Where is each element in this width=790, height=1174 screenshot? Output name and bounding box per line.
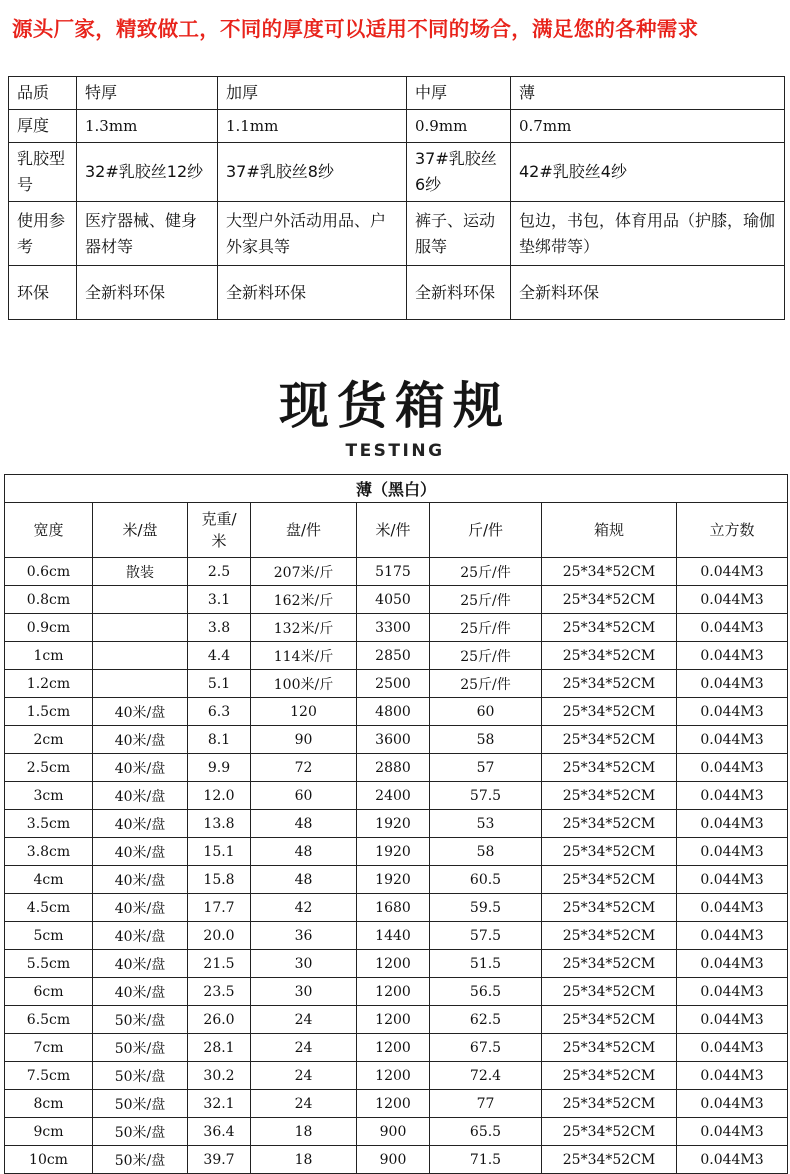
stock-column-header: 立方数: [677, 503, 788, 558]
table-cell: 50米/盘: [93, 1034, 188, 1062]
table-cell: 1680: [357, 894, 430, 922]
table-cell: 2880: [357, 754, 430, 782]
table-cell: 1200: [357, 1034, 430, 1062]
spec-cell: 32#乳胶丝12纱: [77, 143, 218, 202]
table-cell: 0.6cm: [5, 558, 93, 586]
table-cell: 25斤/件: [430, 558, 542, 586]
table-cell: 71.5: [430, 1146, 542, 1174]
table-cell: 26.0: [188, 1006, 251, 1034]
table-cell: 25*34*52CM: [542, 950, 677, 978]
spec-cell: 薄: [511, 77, 785, 110]
table-cell: 1.5cm: [5, 698, 93, 726]
stock-column-header: 米/件: [357, 503, 430, 558]
table-cell: 25*34*52CM: [542, 670, 677, 698]
table-cell: 17.7: [188, 894, 251, 922]
table-cell: 65.5: [430, 1118, 542, 1146]
table-row: [5, 838, 788, 866]
table-cell: 25*34*52CM: [542, 922, 677, 950]
section-subtitle: TESTING: [345, 441, 445, 461]
table-cell: 48: [251, 838, 357, 866]
table-cell: 25斤/件: [430, 586, 542, 614]
table-cell: 2400: [357, 782, 430, 810]
stock-column-header: 斤/件: [430, 503, 542, 558]
spec-cell: 全新料环保: [77, 266, 218, 320]
table-cell: 5cm: [5, 922, 93, 950]
table-cell: 40米/盘: [93, 698, 188, 726]
table-cell: 2500: [357, 670, 430, 698]
table-cell: 60.5: [430, 866, 542, 894]
spec-cell: 裤子、运动服等: [407, 202, 511, 266]
table-cell: 114米/斤: [251, 642, 357, 670]
table-cell: 25*34*52CM: [542, 1062, 677, 1090]
table-cell: 25*34*52CM: [542, 894, 677, 922]
table-cell: 0.044M3: [677, 1034, 788, 1062]
table-cell: 72: [251, 754, 357, 782]
table-cell: 0.044M3: [677, 726, 788, 754]
table-cell: 0.044M3: [677, 782, 788, 810]
table-cell: 0.044M3: [677, 810, 788, 838]
table-cell: 3.8cm: [5, 838, 93, 866]
table-cell: 4cm: [5, 866, 93, 894]
table-cell: 67.5: [430, 1034, 542, 1062]
table-cell: 57.5: [430, 782, 542, 810]
table-row: [5, 670, 788, 698]
table-cell: 0.044M3: [677, 586, 788, 614]
table-cell: 25*34*52CM: [542, 754, 677, 782]
table-cell: 25*34*52CM: [542, 1034, 677, 1062]
table-cell: 24: [251, 1090, 357, 1118]
table-cell: 0.044M3: [677, 1118, 788, 1146]
stock-column-header: 宽度: [5, 503, 93, 558]
spec-cell: 1.1mm: [218, 110, 407, 143]
spec-cell: 医疗器械、健身器材等: [77, 202, 218, 266]
table-cell: 40米/盘: [93, 754, 188, 782]
table-cell: 40米/盘: [93, 726, 188, 754]
table-row: [5, 558, 788, 586]
table-cell: 0.9cm: [5, 614, 93, 642]
table-cell: 1440: [357, 922, 430, 950]
table-row: [5, 726, 788, 754]
spec-row: [9, 266, 785, 320]
table-cell: 40米/盘: [93, 838, 188, 866]
spec-cell: 37#乳胶丝8纱: [218, 143, 407, 202]
table-cell: 4.5cm: [5, 894, 93, 922]
table-cell: 0.044M3: [677, 642, 788, 670]
table-cell: 25*34*52CM: [542, 1090, 677, 1118]
table-cell: 3600: [357, 726, 430, 754]
table-cell: 900: [357, 1118, 430, 1146]
table-cell: 0.044M3: [677, 1006, 788, 1034]
table-cell: 30.2: [188, 1062, 251, 1090]
table-row: [5, 1034, 788, 1062]
table-row: [5, 978, 788, 1006]
spec-cell: 0.9mm: [407, 110, 511, 143]
table-cell: 2850: [357, 642, 430, 670]
table-cell: 900: [357, 1146, 430, 1174]
table-cell: 0.044M3: [677, 614, 788, 642]
table-row: [5, 894, 788, 922]
table-cell: 25*34*52CM: [542, 642, 677, 670]
table-cell: 48: [251, 866, 357, 894]
table-cell: 50米/盘: [93, 1146, 188, 1174]
table-cell: 1.2cm: [5, 670, 93, 698]
table-cell: 36.4: [188, 1118, 251, 1146]
table-cell: 25斤/件: [430, 670, 542, 698]
table-cell: 24: [251, 1034, 357, 1062]
table-cell: 30: [251, 978, 357, 1006]
table-cell: 72.4: [430, 1062, 542, 1090]
table-cell: 1200: [357, 1006, 430, 1034]
spec-row: [9, 77, 785, 110]
table-cell: 24: [251, 1062, 357, 1090]
table-cell: 25斤/件: [430, 614, 542, 642]
table-cell: 1200: [357, 1090, 430, 1118]
table-cell: 0.044M3: [677, 698, 788, 726]
table-cell: 12.0: [188, 782, 251, 810]
table-row: [5, 1062, 788, 1090]
table-cell: 1200: [357, 978, 430, 1006]
spec-row-label: 使用参考: [9, 202, 77, 266]
table-cell: 散装: [93, 558, 188, 586]
table-cell: 25*34*52CM: [542, 558, 677, 586]
table-cell: 57.5: [430, 922, 542, 950]
table-cell: 8cm: [5, 1090, 93, 1118]
table-row: [5, 614, 788, 642]
table-cell: 50米/盘: [93, 1090, 188, 1118]
table-cell: 207米/斤: [251, 558, 357, 586]
table-cell: 30: [251, 950, 357, 978]
table-cell: 4800: [357, 698, 430, 726]
table-cell: 15.1: [188, 838, 251, 866]
table-row: [5, 922, 788, 950]
spec-cell: 全新料环保: [511, 266, 785, 320]
spec-cell: 大型户外活动用品、户外家具等: [218, 202, 407, 266]
table-cell: 2cm: [5, 726, 93, 754]
table-cell: 7.5cm: [5, 1062, 93, 1090]
table-cell: 25*34*52CM: [542, 782, 677, 810]
table-cell: 62.5: [430, 1006, 542, 1034]
table-cell: 25*34*52CM: [542, 838, 677, 866]
table-cell: 2.5: [188, 558, 251, 586]
table-cell: 3.1: [188, 586, 251, 614]
table-cell: 162米/斤: [251, 586, 357, 614]
spec-cell: 42#乳胶丝4纱: [511, 143, 785, 202]
section-title: 现货箱规: [279, 377, 511, 435]
table-cell: 5175: [357, 558, 430, 586]
table-cell: 0.044M3: [677, 950, 788, 978]
table-cell: 58: [430, 838, 542, 866]
spec-row-label: 品质: [9, 77, 77, 110]
table-cell: 60: [430, 698, 542, 726]
spec-cell: 1.3mm: [77, 110, 218, 143]
table-cell: [93, 614, 188, 642]
table-cell: 3.8: [188, 614, 251, 642]
table-cell: 77: [430, 1090, 542, 1118]
stock-column-header: 盘/件: [251, 503, 357, 558]
table-cell: 0.044M3: [677, 894, 788, 922]
table-cell: 40米/盘: [93, 782, 188, 810]
table-row: [5, 586, 788, 614]
table-cell: 9.9: [188, 754, 251, 782]
table-cell: 0.044M3: [677, 1062, 788, 1090]
table-cell: 0.044M3: [677, 558, 788, 586]
table-cell: 10cm: [5, 1146, 93, 1174]
table-cell: 1920: [357, 838, 430, 866]
spec-table: [8, 76, 785, 320]
table-cell: 100米/斤: [251, 670, 357, 698]
table-cell: 25*34*52CM: [542, 866, 677, 894]
table-cell: 1cm: [5, 642, 93, 670]
table-cell: 24: [251, 1006, 357, 1034]
table-cell: 13.8: [188, 810, 251, 838]
table-cell: 40米/盘: [93, 978, 188, 1006]
table-cell: 60: [251, 782, 357, 810]
table-cell: 36: [251, 922, 357, 950]
table-cell: 1200: [357, 950, 430, 978]
table-cell: 2.5cm: [5, 754, 93, 782]
table-cell: 20.0: [188, 922, 251, 950]
table-row: [5, 1090, 788, 1118]
table-row: [5, 1006, 788, 1034]
spec-cell: 包边，书包，体育用品（护膝，瑜伽垫绑带等）: [511, 202, 785, 266]
table-cell: 58: [430, 726, 542, 754]
table-cell: 9cm: [5, 1118, 93, 1146]
table-cell: 4.4: [188, 642, 251, 670]
table-cell: 40米/盘: [93, 866, 188, 894]
table-cell: 25*34*52CM: [542, 614, 677, 642]
table-cell: 50米/盘: [93, 1006, 188, 1034]
table-cell: 40米/盘: [93, 810, 188, 838]
spec-row-label: 厚度: [9, 110, 77, 143]
table-cell: 7cm: [5, 1034, 93, 1062]
table-cell: 39.7: [188, 1146, 251, 1174]
table-cell: 48: [251, 810, 357, 838]
spec-cell: 特厚: [77, 77, 218, 110]
table-row: [5, 810, 788, 838]
table-cell: 0.044M3: [677, 670, 788, 698]
table-cell: 0.044M3: [677, 1146, 788, 1174]
table-cell: 25*34*52CM: [542, 1006, 677, 1034]
table-cell: 25*34*52CM: [542, 978, 677, 1006]
spec-cell: 中厚: [407, 77, 511, 110]
stock-column-header: 克重/米: [188, 503, 251, 558]
table-row: [5, 782, 788, 810]
table-cell: 25*34*52CM: [542, 810, 677, 838]
table-cell: 5.5cm: [5, 950, 93, 978]
table-row: [5, 1146, 788, 1174]
table-cell: 40米/盘: [93, 922, 188, 950]
spec-cell: 全新料环保: [407, 266, 511, 320]
table-cell: 6.5cm: [5, 1006, 93, 1034]
table-cell: 50米/盘: [93, 1118, 188, 1146]
table-cell: [93, 670, 188, 698]
table-cell: 51.5: [430, 950, 542, 978]
table-cell: 3.5cm: [5, 810, 93, 838]
table-row: [5, 642, 788, 670]
table-cell: [93, 586, 188, 614]
table-cell: 18: [251, 1146, 357, 1174]
spec-cell: 加厚: [218, 77, 407, 110]
table-cell: 56.5: [430, 978, 542, 1006]
spec-row-label: 环保: [9, 266, 77, 320]
table-cell: 57: [430, 754, 542, 782]
headline: 源头厂家，精致做工，不同的厚度可以适用不同的场合，满足您的各种需求: [12, 17, 699, 41]
spec-row: [9, 143, 785, 202]
table-cell: 25*34*52CM: [542, 586, 677, 614]
table-cell: 32.1: [188, 1090, 251, 1118]
stock-column-header: 米/盘: [93, 503, 188, 558]
table-cell: 0.044M3: [677, 838, 788, 866]
table-cell: 25斤/件: [430, 642, 542, 670]
table-cell: 3300: [357, 614, 430, 642]
spec-cell: 全新料环保: [218, 266, 407, 320]
table-cell: 0.8cm: [5, 586, 93, 614]
table-cell: 6.3: [188, 698, 251, 726]
table-cell: 21.5: [188, 950, 251, 978]
table-cell: 5.1: [188, 670, 251, 698]
spec-row: [9, 202, 785, 266]
table-cell: 0.044M3: [677, 866, 788, 894]
table-cell: 1200: [357, 1062, 430, 1090]
table-cell: 40米/盘: [93, 950, 188, 978]
table-cell: 1920: [357, 810, 430, 838]
table-row: [5, 754, 788, 782]
table-cell: 25*34*52CM: [542, 1146, 677, 1174]
table-cell: 15.8: [188, 866, 251, 894]
table-cell: 42: [251, 894, 357, 922]
table-cell: [93, 642, 188, 670]
table-cell: 1920: [357, 866, 430, 894]
table-cell: 50米/盘: [93, 1062, 188, 1090]
table-cell: 28.1: [188, 1034, 251, 1062]
spec-cell: 37#乳胶丝6纱: [407, 143, 511, 202]
table-row: [5, 866, 788, 894]
table-cell: 0.044M3: [677, 922, 788, 950]
table-row: [5, 1118, 788, 1146]
table-cell: 0.044M3: [677, 1090, 788, 1118]
table-cell: 0.044M3: [677, 754, 788, 782]
spec-row: [9, 110, 785, 143]
table-cell: 23.5: [188, 978, 251, 1006]
table-cell: 90: [251, 726, 357, 754]
table-cell: 0.044M3: [677, 978, 788, 1006]
table-cell: 59.5: [430, 894, 542, 922]
table-cell: 40米/盘: [93, 894, 188, 922]
table-cell: 18: [251, 1118, 357, 1146]
stock-table: [4, 474, 788, 1174]
table-cell: 132米/斤: [251, 614, 357, 642]
spec-row-label: 乳胶型号: [9, 143, 77, 202]
table-cell: 53: [430, 810, 542, 838]
table-cell: 25*34*52CM: [542, 726, 677, 754]
table-cell: 120: [251, 698, 357, 726]
spec-cell: 0.7mm: [511, 110, 785, 143]
table-cell: 3cm: [5, 782, 93, 810]
table-cell: 8.1: [188, 726, 251, 754]
table-row: [5, 950, 788, 978]
table-cell: 25*34*52CM: [542, 1118, 677, 1146]
table-row: [5, 698, 788, 726]
table-cell: 25*34*52CM: [542, 698, 677, 726]
stock-table-group-title: 薄（黑白）: [5, 475, 788, 503]
stock-column-header: 箱规: [542, 503, 677, 558]
table-cell: 6cm: [5, 978, 93, 1006]
table-cell: 4050: [357, 586, 430, 614]
